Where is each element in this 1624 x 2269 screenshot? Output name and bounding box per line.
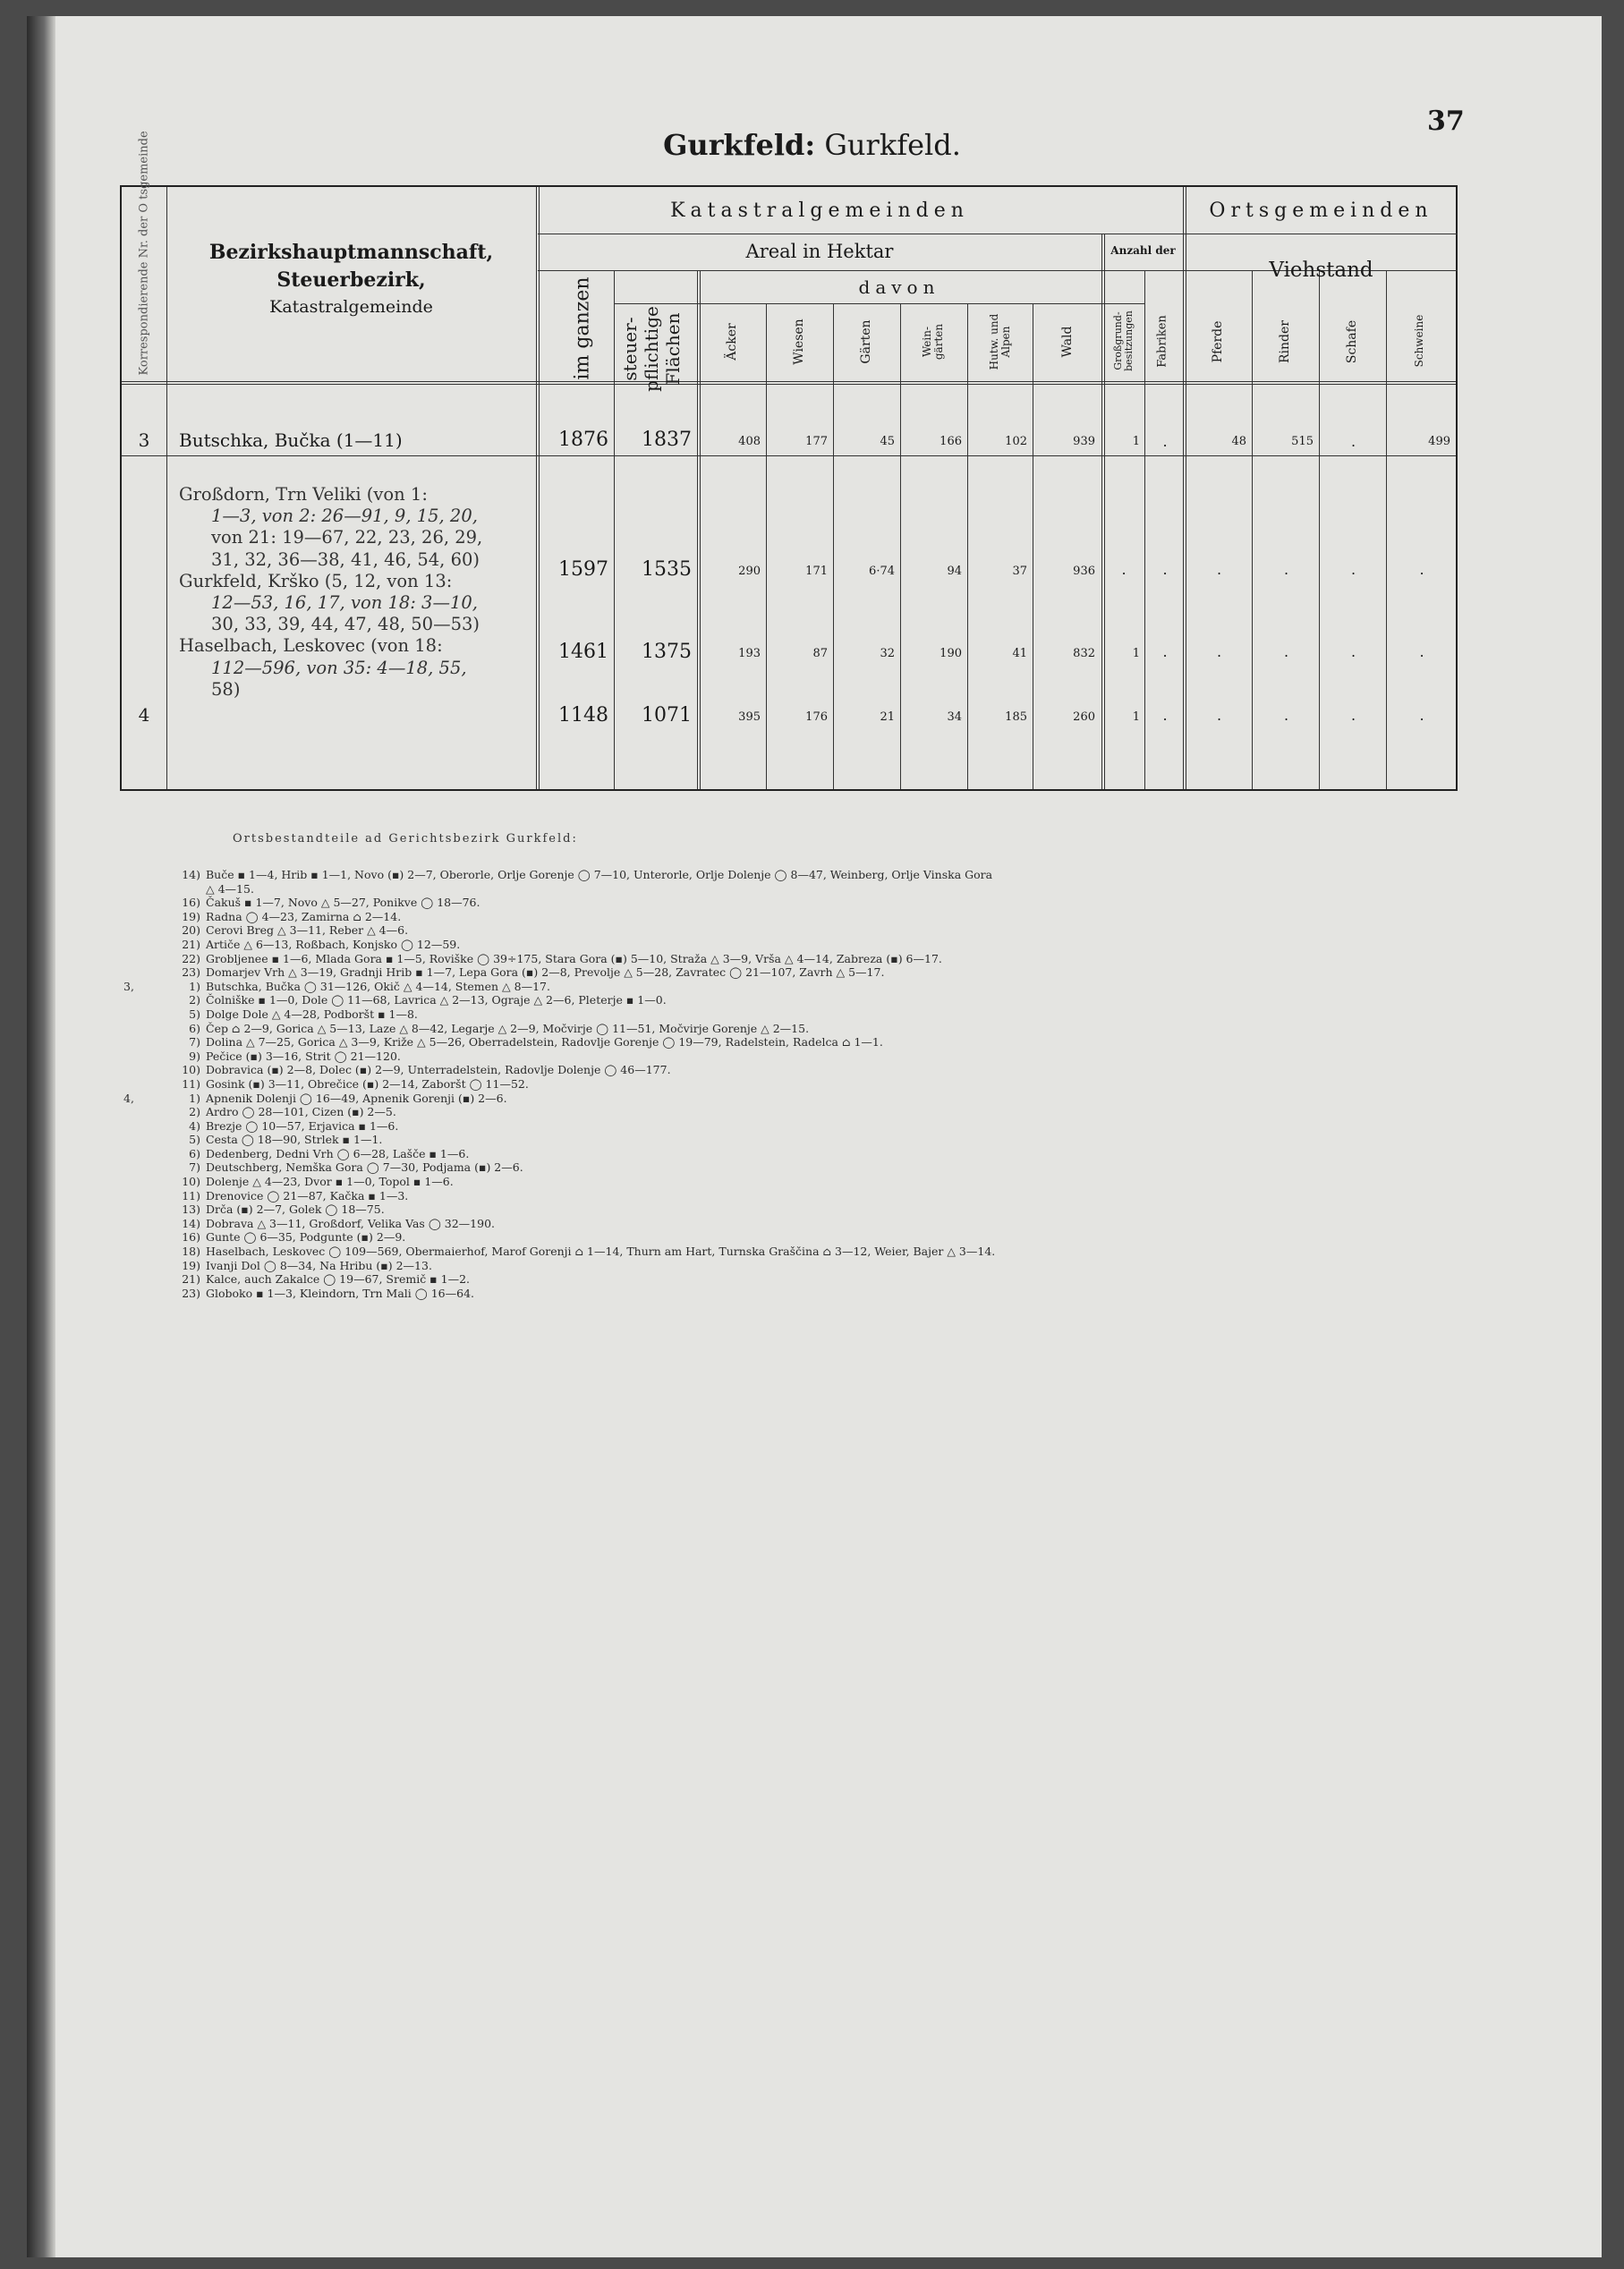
footnote-line — [170, 1272, 995, 1287]
footnote-group: 3, — [123, 979, 134, 993]
footnote-text: Butschka, Bučka ◯ 31—126, Okič △ 4—14, Stemen △ 8—17. — [206, 979, 550, 993]
footnote-line — [170, 1259, 995, 1273]
col-steuer-3: Flächen — [662, 312, 684, 386]
cell: 939 — [1073, 435, 1095, 448]
col-schafe: Schafe — [1345, 319, 1359, 364]
footnote-line — [170, 1133, 995, 1147]
footnote-text: Globoko ▪ 1—3, Kleindorn, Trn Mali ◯ 16—64. — [206, 1286, 474, 1300]
footnote-text: Drenovice ◯ 21—87, Kačka ▪ 1—3. — [206, 1188, 409, 1202]
group-anzahl: Anzahl der — [1110, 244, 1176, 257]
col-wald: Wald — [1060, 326, 1075, 358]
footnote-line — [170, 1160, 995, 1175]
footnote-key: 2) — [189, 993, 200, 1007]
cell: 1 — [1132, 710, 1140, 724]
footnote-line — [170, 1175, 995, 1189]
cell: . — [1216, 643, 1222, 660]
col-aecker: Äcker — [725, 323, 739, 361]
footnote-line — [170, 1063, 995, 1077]
footnote-text: Grobljenee ▪ 1—6, Mlada Gora ▪ 1—5, Roviške ◯ 39÷175, Stara Gora (▪) 5—10, Straža △ 3—9, Vrša △ 4—14, Zabreza (▪) 6—17. — [206, 951, 942, 965]
cell: 190 — [940, 647, 962, 660]
col-nr-header: Korrespondierende Nr. der O tsgemeinde — [137, 131, 151, 376]
cell: . — [1162, 561, 1168, 578]
cell: 832 — [1073, 647, 1095, 660]
cell: . — [1419, 561, 1424, 578]
group-ortsgemeinden: Ortsgemeinden — [1209, 200, 1433, 222]
footnote-line — [170, 868, 995, 882]
footnote-key: 23) — [182, 1286, 200, 1300]
footnote-key: 10) — [182, 1063, 200, 1077]
rule — [967, 303, 968, 789]
cell: . — [1283, 561, 1289, 578]
cell: 1876 — [558, 429, 608, 451]
cell: 185 — [1005, 710, 1027, 724]
footnote-line — [170, 1007, 995, 1022]
cell: 515 — [1291, 435, 1314, 448]
group-katastral: Katastralgemeinden — [670, 200, 969, 222]
footnote-key: 16) — [182, 896, 200, 910]
name-line: von 21: 19—67, 22, 23, 26, 29, — [211, 527, 483, 548]
cell: . — [1162, 643, 1168, 660]
footnote-key: 10) — [182, 1175, 200, 1189]
footnote-key: 18) — [182, 1245, 200, 1259]
footnote-text: Cerovi Breg △ 3—11, Reber △ 4—6. — [206, 923, 409, 938]
name-line: Gurkfeld, Krško (5, 12, von 13: — [179, 570, 453, 591]
cell: 1597 — [558, 558, 608, 581]
cell: 34 — [947, 710, 962, 724]
footnote-line — [123, 979, 995, 994]
footnote-text: Domarjev Vrh △ 3—19, Gradnji Hrib ▪ 1—7, Lepa Gora (▪) 2—8, Prevolje △ 5—28, Zavratec ◯ 21—107, Zavrh △ 5—17. — [206, 965, 885, 980]
footnote-line — [170, 1105, 995, 1119]
footnote-key: 4) — [189, 1118, 200, 1133]
name-line: Großdorn, Trn Veliki (von 1: — [179, 484, 428, 505]
footnote-line — [170, 1119, 995, 1134]
name-line: 30, 33, 39, 44, 47, 48, 50—53) — [211, 614, 480, 635]
col-pferde: Pferde — [1211, 320, 1225, 363]
cell: 1535 — [642, 558, 692, 581]
col-schweine: Schweine — [1413, 314, 1425, 368]
footnote-text: Cesta ◯ 18—90, Strlek ▪ 1—1. — [206, 1133, 383, 1147]
header-rule — [122, 381, 1456, 385]
footnote-key: 6) — [189, 1021, 200, 1035]
cell: 499 — [1428, 435, 1450, 448]
col-steuer-1: steuer- — [619, 317, 641, 381]
cell: 41 — [1012, 647, 1027, 660]
footnote-key: 9) — [189, 1049, 200, 1063]
cell: 1 — [1132, 435, 1140, 448]
footnote-text: Ardro ◯ 28—101, Cizen (▪) 2—5. — [206, 1105, 396, 1119]
footnote-text: Čep ⌂ 2—9, Gorica △ 5—13, Laze △ 8—42, Legarje △ 2—9, Močvirje ◯ 11—51, Močvirje Gorenje △ 2—15. — [206, 1021, 810, 1035]
cell: 936 — [1073, 565, 1095, 578]
cell: 193 — [738, 647, 761, 660]
cell: . — [1162, 433, 1168, 450]
cell: . — [1216, 561, 1222, 578]
cell: 48 — [1231, 435, 1246, 448]
footnote-key: 6) — [189, 1146, 200, 1160]
name-line: Haselbach, Leskovec (von 18: — [179, 635, 443, 657]
footnote-key: 13) — [182, 1202, 200, 1217]
footnote-text: Apnenik Dolenji ◯ 16—49, Apnenik Gorenji (▪) 2—6. — [206, 1091, 507, 1105]
footnote-text: Radna ◯ 4—23, Zamirna ⌂ 2—14. — [206, 909, 402, 923]
footnote-line — [170, 1077, 995, 1092]
cell: 37 — [1012, 565, 1027, 578]
col-main-line3: Katastralgemeinde — [269, 297, 433, 317]
footnote-key: 19) — [182, 1258, 200, 1272]
footnote-line — [170, 1189, 995, 1203]
footnote-line — [170, 1230, 995, 1245]
footnote-line — [123, 1091, 995, 1106]
cell: . — [1350, 433, 1356, 450]
footnote-text: Dolenje △ 4—23, Dvor ▪ 1—0, Topol ▪ 1—6. — [206, 1175, 454, 1189]
footnote-text: Haselbach, Leskovec ◯ 109—569, Obermaierhof, Marof Gorenji ⌂ 1—14, Thurn am Hart, Turnska Graščina ⌂ 3—12, Weier, Bajer △ 3—14. — [206, 1245, 996, 1259]
footnote-line — [170, 1245, 995, 1259]
footnote-text: Čolniške ▪ 1—0, Dole ◯ 11—68, Lavrica △ 2—13, Ograje △ 2—6, Pleterje ▪ 1—0. — [206, 993, 667, 1007]
footnote-line — [170, 993, 995, 1007]
col-fabriken: Fabriken — [1155, 315, 1169, 368]
cell: 1375 — [642, 641, 692, 663]
page-number: 37 — [1427, 106, 1465, 137]
footnote-key: 14) — [182, 868, 200, 881]
book-spine — [27, 16, 55, 2257]
cell: 102 — [1005, 435, 1027, 448]
cell: 45 — [880, 435, 895, 448]
footnote-key: 14) — [182, 1216, 200, 1230]
cell: 94 — [947, 565, 962, 578]
cell: . — [1216, 707, 1222, 724]
col-grossgrund: Großgrund-besitzungen — [1112, 310, 1135, 371]
footnote-line — [170, 965, 995, 980]
footnote-key: 19) — [182, 909, 200, 923]
footnote-key: 11) — [182, 1076, 200, 1091]
footnote-line — [170, 882, 995, 897]
footnote-text: Dobrava △ 3—11, Großdorf, Velika Vas ◯ 32—190. — [206, 1216, 496, 1230]
cell: . — [1350, 707, 1356, 724]
footnote-text: Drča (▪) 2—7, Golek ◯ 18—75. — [206, 1202, 385, 1217]
cell: 177 — [805, 435, 828, 448]
group-viehstand: Viehstand — [1269, 259, 1373, 282]
col-steuer-2: pflichtige — [641, 306, 662, 392]
cell: 1 — [1132, 647, 1140, 660]
footnote-line — [170, 923, 995, 938]
rule — [1386, 270, 1387, 789]
name-line: 1—3, von 2: 26—91, 9, 15, 20, — [211, 506, 478, 527]
col-gaerten: Gärten — [859, 319, 873, 364]
title-bold: Gurkfeld: — [663, 128, 816, 162]
cell: 32 — [880, 647, 895, 660]
cell: 260 — [1073, 710, 1095, 724]
cell: . — [1162, 707, 1168, 724]
footnote-key: 5) — [189, 1007, 200, 1021]
cell: 395 — [738, 710, 761, 724]
footnote-key: 23) — [182, 965, 200, 980]
cell: . — [1419, 643, 1424, 660]
title-rest: Gurkfeld. — [815, 128, 961, 162]
col-wiesen: Wiesen — [792, 319, 806, 365]
footnote-key: 1) — [189, 979, 200, 993]
name-line: 12—53, 16, 17, von 18: 3—10, — [211, 592, 478, 614]
rule — [1319, 270, 1320, 789]
footnote-line — [170, 1287, 995, 1301]
group-davon: davon — [858, 276, 940, 298]
footnotes — [123, 868, 996, 1300]
footnote-text: Čakuš ▪ 1—7, Novo △ 5—27, Ponikve ◯ 18—76. — [206, 896, 480, 910]
name-line: 31, 32, 36—38, 41, 46, 54, 60) — [211, 548, 480, 570]
rule — [766, 303, 767, 789]
col-main-line1: Bezirkshauptmannschaft, — [208, 241, 494, 264]
cell: 87 — [812, 647, 828, 660]
rule — [614, 303, 1144, 304]
cell: . — [1350, 643, 1356, 660]
page-title — [0, 128, 1624, 162]
footnote-key: 5) — [189, 1133, 200, 1147]
footnote-key: 20) — [182, 923, 200, 938]
footnote-line — [170, 1202, 995, 1217]
footnote-line — [170, 952, 995, 966]
footnote-key: 7) — [189, 1035, 200, 1050]
footnote-line — [170, 1022, 995, 1036]
footnote-key: 22) — [182, 951, 200, 965]
footnote-line — [170, 1050, 995, 1064]
footnote-text: Gosink (▪) 3—11, Obrečice (▪) 2—14, Zaboršt ◯ 11—52. — [206, 1076, 529, 1091]
footnote-key: 21) — [182, 1272, 200, 1287]
footnote-text: △ 4—15. — [206, 881, 254, 896]
cell: 6·74 — [869, 565, 895, 578]
footnote-text: Dedenberg, Dedni Vrh ◯ 6—28, Lašče ▪ 1—6. — [206, 1146, 470, 1160]
footnote-line — [170, 938, 995, 952]
footnote-text: Ivanji Dol ◯ 8—34, Na Hribu (▪) 2—13. — [206, 1258, 432, 1272]
footnote-line — [170, 910, 995, 924]
rule — [536, 187, 540, 789]
rule — [1144, 270, 1145, 789]
cell: 1461 — [558, 641, 608, 663]
cell: 21 — [880, 710, 895, 724]
cell: . — [1419, 707, 1424, 724]
cell: . — [1283, 643, 1289, 660]
footnote-text: Dolina △ 7—25, Gorica △ 3—9, Križe △ 5—26, Oberradelstein, Radovlje Gorenje ◯ 19—79, Radelstein, Radelca ⌂ 1—1. — [206, 1035, 883, 1050]
cell: . — [1121, 561, 1127, 578]
group-areal: Areal in Hektar — [745, 241, 894, 262]
col-rinder: Rinder — [1278, 320, 1292, 363]
cell: 408 — [738, 435, 761, 448]
cell: 1148 — [558, 704, 608, 727]
cell: 171 — [805, 565, 828, 578]
footnote-text: Buče ▪ 1—4, Hrib ▪ 1—1, Novo (▪) 2—7, Oberorle, Orlje Gorenje ◯ 7—10, Unterorle, Orlje Dolenje ◯ 8—47, Weinberg, Orlje Vinska Gora — [206, 868, 993, 881]
footnote-text: Deutschberg, Nemška Gora ◯ 7—30, Podjama (▪) 2—6. — [206, 1160, 523, 1175]
orts-heading: Ortsbestandteile ad Gerichtsbezirk Gurkfeld: — [233, 832, 578, 846]
col-weingaerten: Wein-gärten — [921, 323, 945, 361]
cell: 166 — [940, 435, 962, 448]
cell: . — [1350, 561, 1356, 578]
footnote-key: 2) — [189, 1105, 200, 1119]
footnote-text: Artiče △ 6—13, Roßbach, Konjsko ◯ 12—59. — [206, 937, 461, 951]
row-name-block — [179, 484, 482, 701]
col-main-line2: Steuerbezirk, — [276, 268, 426, 292]
name-line: 58) — [211, 678, 241, 700]
footnote-key: 21) — [182, 937, 200, 951]
cell: 1837 — [642, 429, 692, 451]
rule — [833, 303, 834, 789]
row-name: Butschka, Bučka (1—11) — [179, 429, 403, 451]
footnote-key: 1) — [189, 1091, 200, 1105]
col-hutweide: Hutw. und Alpen — [988, 313, 1012, 370]
name-line: 112—596, von 35: 4—18, 55, — [211, 657, 467, 678]
footnote-line — [170, 1035, 995, 1050]
rule — [614, 270, 615, 789]
col-im-ganzen: im ganzen — [571, 276, 594, 380]
footnote-group: 4, — [123, 1091, 134, 1105]
row-rule — [122, 455, 1456, 456]
footnote-key: 11) — [182, 1188, 200, 1202]
col-steuer — [619, 282, 684, 416]
row-nr: 3 — [138, 429, 150, 451]
footnote-text: Brezje ◯ 10—57, Erjavica ▪ 1—6. — [206, 1118, 399, 1133]
rule — [900, 303, 901, 789]
rule — [1101, 234, 1105, 789]
rule — [1252, 270, 1253, 789]
cell: 1071 — [642, 704, 692, 727]
row-nr: 4 — [138, 704, 150, 726]
footnote-text: Gunte ◯ 6—35, Podgunte (▪) 2—9. — [206, 1230, 406, 1245]
footnote-key: 7) — [189, 1160, 200, 1175]
footnote-line — [170, 896, 995, 910]
cell: 290 — [738, 565, 761, 578]
footnote-text: Dobravica (▪) 2—8, Dolec (▪) 2—9, Unterradelstein, Radovlje Dolenje ◯ 46—177. — [206, 1063, 671, 1077]
footnote-key: 16) — [182, 1230, 200, 1245]
footnote-text: Kalce, auch Zakalce ◯ 19—67, Sremič ▪ 1—2. — [206, 1272, 471, 1287]
footnote-line — [170, 1217, 995, 1231]
footnote-line — [170, 1147, 995, 1161]
cell: 176 — [805, 710, 828, 724]
cell: . — [1283, 707, 1289, 724]
footnote-text: Pečice (▪) 3—16, Strit ◯ 21—120. — [206, 1049, 401, 1063]
footnote-text: Dolge Dole △ 4—28, Podboršt ▪ 1—8. — [206, 1007, 418, 1021]
statistics-table — [120, 131, 1458, 791]
